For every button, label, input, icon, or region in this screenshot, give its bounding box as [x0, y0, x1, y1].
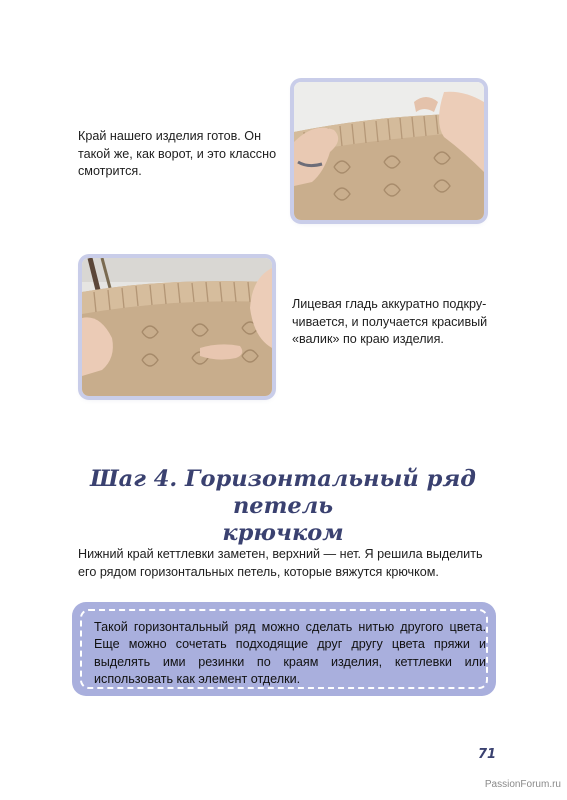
paragraph-edge-ready: Край нашего изделия готов. Он такой же, как ворот, и это классно смотрится. — [78, 129, 277, 179]
body-paragraph: Нижний край кеттлевки заметен, верхний — нет. Я решила выделить его рядом горизонтальных петель, которые вяжутся крючком. — [78, 547, 483, 579]
tip-box — [72, 602, 496, 696]
knitted-roll-edge-photo — [82, 258, 272, 396]
paragraph-roll-edge: Лицевая гладь аккуратно подкру- чивается, и получается красивый «валик» по краю изделия. — [292, 297, 488, 347]
knitted-edge-photo — [294, 82, 484, 220]
watermark: PassionForum.ru — [484, 779, 561, 790]
step-heading: Шаг 4. Горизонтальный ряд петель крючком — [90, 466, 476, 546]
tip-text: Такой горизонтальный ряд можно сделать нитью другого цвета. Еще можно сочетать подходящие друг другу цвета пряжи и выделять ими резинки по краям изделия, кеттлевки или использовать как элемент отделки. — [94, 620, 486, 687]
page-number: 71 — [478, 747, 497, 762]
tip-box-dashed-border — [80, 609, 488, 689]
